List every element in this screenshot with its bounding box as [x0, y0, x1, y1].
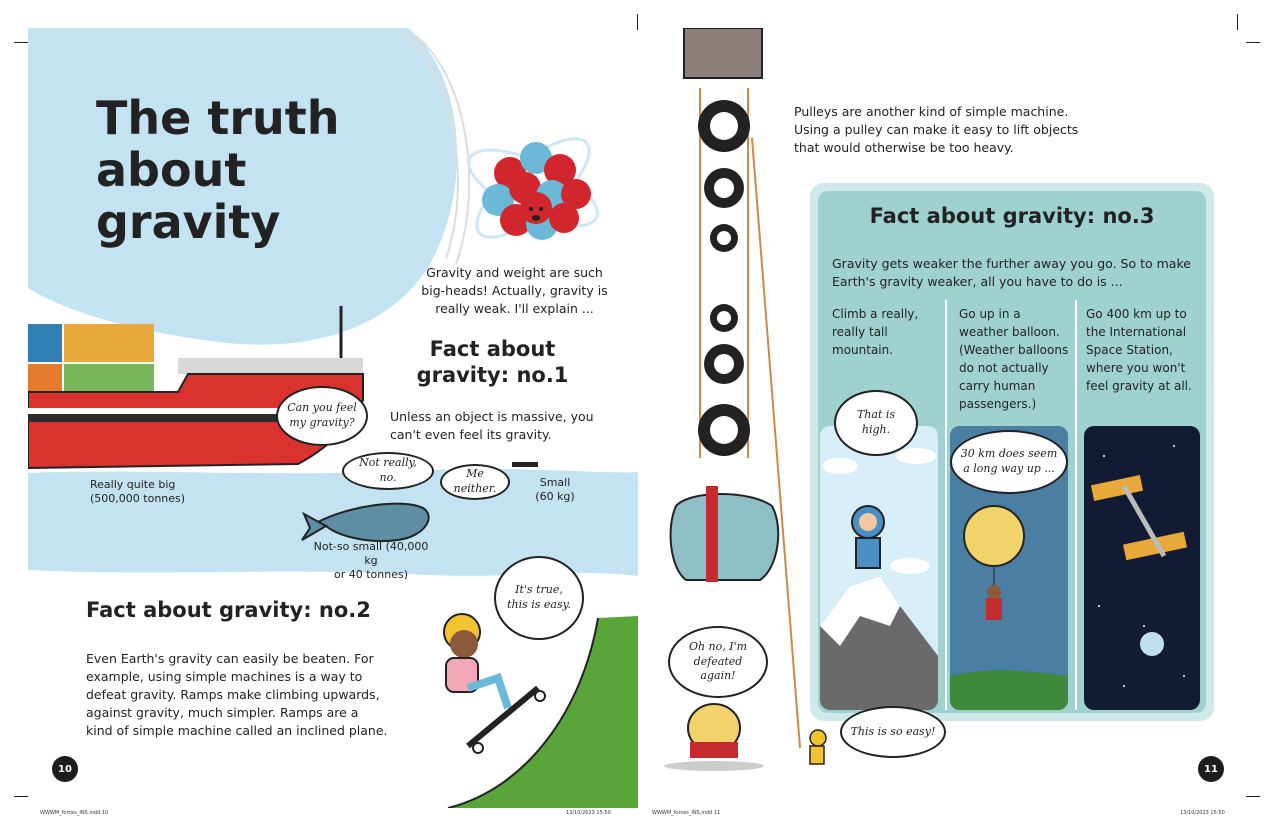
slug-file: WWWM_forces_INS.indd 11	[652, 810, 721, 816]
pulley-text	[794, 103, 1078, 157]
pulley-wheels	[698, 100, 750, 456]
text-line: example, using simple machines is a way to	[86, 669, 363, 684]
text-line: Even Earth's gravity can easily be beaten. For	[86, 651, 374, 666]
column-divider	[1075, 300, 1077, 710]
text-line: feel gravity at all.	[1086, 379, 1192, 393]
whale-speech-bubble: Not really, no.	[342, 452, 434, 490]
text-line: Gravity gets weaker the further away you go. So to make	[832, 256, 1191, 271]
text-line: Go 400 km up to	[1086, 307, 1187, 321]
text-line: that would otherwise be too heavy.	[794, 140, 1014, 155]
label-line: Not-so small (40,000 kg	[313, 540, 429, 567]
label-line: (500,000 tonnes)	[90, 492, 186, 505]
crop-mark	[14, 42, 28, 43]
label-line: (60 kg)	[535, 490, 575, 503]
text-line: Unless an object is massive, you	[390, 409, 594, 424]
mountain-speech-bubble: That is high.	[834, 390, 918, 456]
text-line: do not actually	[959, 361, 1049, 375]
atom-illustration	[459, 123, 608, 253]
person-label	[530, 476, 580, 504]
text-line: weather balloon.	[959, 325, 1060, 339]
fact1-body	[390, 408, 610, 444]
fact2-heading: Fact about gravity: no.2	[86, 598, 371, 622]
page-title	[96, 92, 340, 248]
column-1-text	[832, 305, 918, 359]
ship-speech-bubble: Can you feel my gravity?	[276, 386, 368, 446]
weight-speech-bubble: Oh no, I'm defeated again!	[668, 626, 768, 698]
fact2-body	[86, 650, 406, 740]
ship-label	[90, 478, 185, 506]
page-number: 11	[1198, 756, 1224, 782]
slug-file: WWWM_forces_INS.indd 10	[40, 810, 109, 816]
slug-date: 13/10/2023 15:50	[1180, 810, 1225, 816]
column-divider	[945, 300, 947, 710]
text-line: can't even feel its gravity.	[390, 427, 552, 442]
space-station-illustration	[1091, 475, 1187, 560]
climber-illustration	[810, 730, 826, 764]
text-line: Go up in a	[959, 307, 1021, 321]
heading-line: Fact about	[429, 337, 556, 361]
text-line: (Weather balloons	[959, 343, 1069, 357]
text-line: Using a pulley can make it easy to lift objects	[794, 122, 1079, 137]
text-line: Space Station,	[1086, 343, 1173, 357]
label-line: Really quite big	[90, 478, 176, 491]
space-panel	[1084, 426, 1200, 710]
text-line: big-heads! Actually, gravity is	[421, 283, 608, 298]
text-line: carry human	[959, 379, 1036, 393]
slug-date: 13/10/2023 15:50	[566, 810, 611, 816]
crop-mark	[14, 796, 28, 797]
text-line: against gravity, much simpler. Ramps are a	[86, 705, 359, 720]
person-speech-bubble: Me neither.	[440, 464, 510, 500]
climber-speech-bubble: This is so easy!	[840, 706, 946, 758]
whale-label	[306, 540, 436, 582]
crop-mark	[1246, 42, 1260, 43]
column-2-text	[959, 305, 1068, 413]
crop-mark	[1246, 796, 1260, 797]
label-line: or 40 tonnes)	[333, 568, 409, 581]
title-line: gravity	[96, 195, 281, 249]
weight-character-illustration	[664, 704, 764, 771]
text-line: Pulleys are another kind of simple machine.	[794, 104, 1069, 119]
fact1-heading	[410, 336, 575, 388]
mountain-panel	[820, 426, 938, 710]
title-line: The truth	[96, 91, 340, 145]
text-line: Climb a really,	[832, 307, 919, 321]
text-line: mountain.	[832, 343, 894, 357]
text-line: passengers.)	[959, 397, 1037, 411]
intro-text	[412, 264, 617, 318]
page-number: 10	[52, 756, 78, 782]
balloon-speech-bubble: 30 km does seem a long way up ...	[950, 430, 1068, 494]
text-line: kind of simple machine called an inclined plane.	[86, 723, 388, 738]
text-line: really tall	[832, 325, 888, 339]
column-3-text	[1086, 305, 1192, 395]
title-line: about	[96, 143, 247, 197]
text-line: the International	[1086, 325, 1187, 339]
text-line: Gravity and weight are such	[426, 265, 603, 280]
text-line: really weak. I'll explain ...	[435, 301, 594, 316]
fact3-intro	[832, 255, 1191, 291]
text-line: where you won't	[1086, 361, 1186, 375]
text-line: Earth's gravity weaker, all you have to do is ...	[832, 274, 1123, 289]
elephant-illustration	[671, 486, 779, 582]
text-line: defeat gravity. Ramps make climbing upwards,	[86, 687, 380, 702]
heading-line: gravity: no.1	[416, 363, 569, 387]
skater-speech-bubble: It's true, this is easy.	[494, 556, 584, 640]
fact3-heading: Fact about gravity: no.3	[869, 204, 1155, 228]
label-line: Small	[539, 476, 571, 489]
